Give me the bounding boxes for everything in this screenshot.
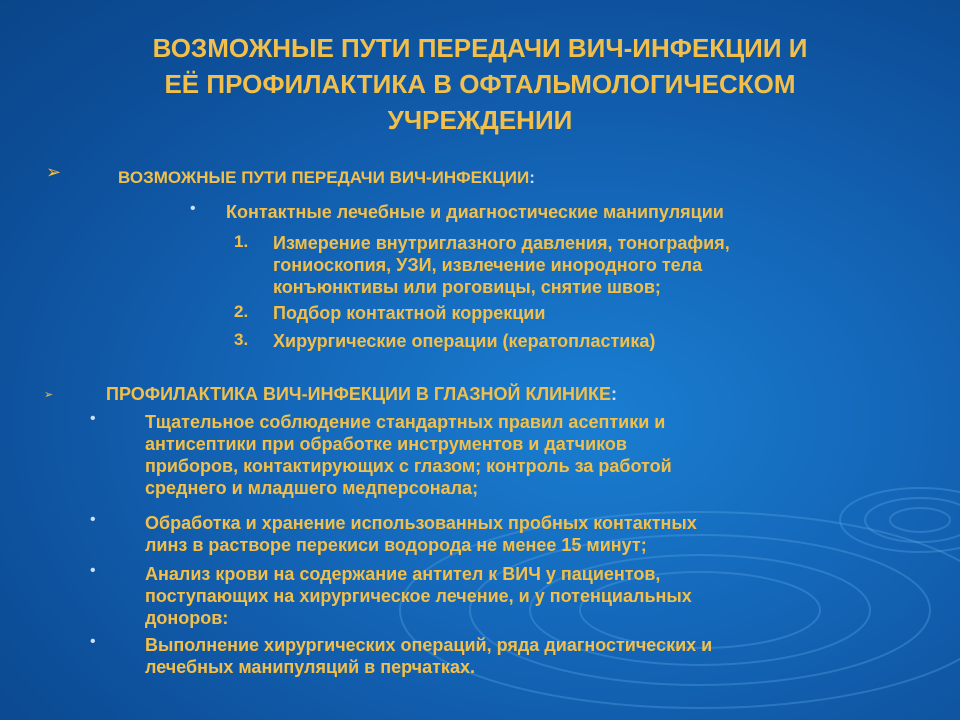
section1-sub-bullet: Контактные лечебные и диагностические манипуляции bbox=[226, 202, 724, 222]
dot-bullet-icon: • bbox=[190, 200, 196, 217]
item-number: 1. bbox=[234, 232, 249, 251]
numbered-item: Подбор контактной коррекции bbox=[273, 303, 546, 323]
section2-heading: ПРОФИЛАКТИКА ВИЧ-ИНФЕКЦИИ В ГЛАЗНОЙ КЛИНИКЕ: bbox=[106, 384, 617, 404]
prevention-bullet: Обработка и хранение использованных пробных контактных линз в растворе перекиси водорода не менее 15 минут; bbox=[145, 513, 697, 555]
arrow-bullet-icon: ➢ bbox=[46, 162, 62, 182]
prevention-bullet: Выполнение хирургических операций, ряда диагностических и лечебных манипуляций в перчатках. bbox=[145, 635, 713, 677]
dot-bullet-icon: • bbox=[90, 633, 96, 650]
dot-bullet-icon: • bbox=[90, 562, 96, 579]
title-line-2: ЕЁ ПРОФИЛАКТИКА В ОФТАЛЬМОЛОГИЧЕСКОМ bbox=[164, 69, 796, 99]
section1-heading: ВОЗМОЖНЫЕ ПУТИ ПЕРЕДАЧИ ВИЧ-ИНФЕКЦИИ: bbox=[118, 168, 535, 187]
item-number: 3. bbox=[234, 330, 249, 349]
dot-bullet-icon: • bbox=[90, 410, 96, 427]
slide-title bbox=[40, 30, 920, 138]
title-line-3: УЧРЕЖДЕНИИ bbox=[387, 105, 573, 135]
prevention-bullet: Анализ крови на содержание антител к ВИЧ у пациентов, поступающих на хирургическое лечение, и у потенциальных доноров: bbox=[145, 564, 692, 628]
dot-bullet-icon: • bbox=[90, 511, 96, 528]
prevention-bullet: Тщательное соблюдение стандартных правил асептики и антисептики при обработке инструментов и датчиков приборов, контактирующих с глазом; контроль за работой среднего и младшего медперсонала; bbox=[145, 412, 672, 498]
title-line-1: ВОЗМОЖНЫЕ ПУТИ ПЕРЕДАЧИ ВИЧ-ИНФЕКЦИИ И bbox=[152, 33, 808, 63]
numbered-item: Хирургические операции (кератопластика) bbox=[273, 331, 656, 351]
arrow-bullet-icon: ➢ bbox=[44, 389, 54, 401]
item-number: 2. bbox=[234, 302, 249, 321]
numbered-item: Измерение внутриглазного давления, тонография, гониоскопия, УЗИ, извлечение инородного тела конъюнктивы или роговицы, снятие швов; bbox=[273, 233, 730, 297]
